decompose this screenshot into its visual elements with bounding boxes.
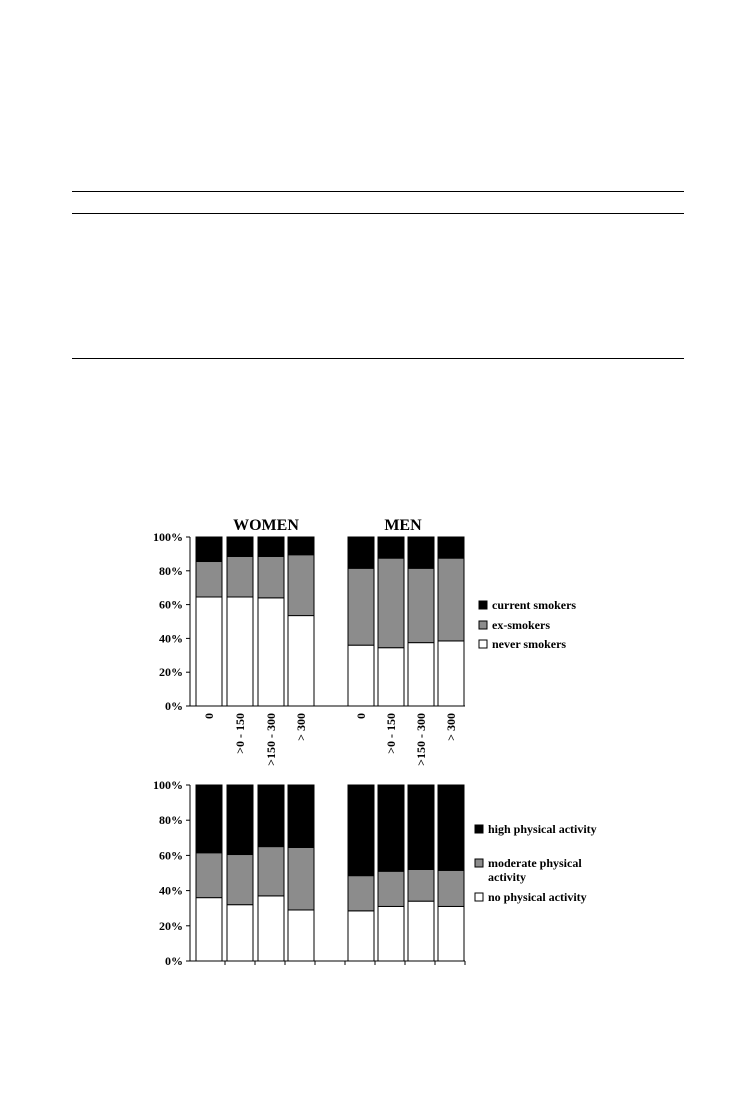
legend-label: ex-smokers <box>492 618 550 632</box>
y-tick-label: 20% <box>159 665 183 680</box>
legend-label: never smokers <box>492 637 567 651</box>
bar-0-2-2 <box>258 537 284 556</box>
legend-swatch-0-2 <box>479 640 487 648</box>
bar-0-6-1 <box>408 568 434 642</box>
bar-0-4-2 <box>348 537 374 568</box>
legend-label: moderate physical <box>488 856 582 870</box>
bar-1-6-1 <box>408 869 434 901</box>
group-label-men: MEN <box>384 517 422 534</box>
bar-0-1-0 <box>227 597 253 706</box>
bar-1-2-2 <box>258 785 284 847</box>
bar-1-3-2 <box>288 785 314 847</box>
legend-swatch-0-1 <box>479 621 487 629</box>
bar-1-7-2 <box>438 785 464 870</box>
bar-0-6-0 <box>408 643 434 706</box>
legend-swatch-1-0 <box>475 825 483 833</box>
bar-1-4-0 <box>348 911 374 961</box>
y-tick-label: 80% <box>159 813 183 828</box>
bar-0-6-2 <box>408 537 434 568</box>
y-tick-label: 20% <box>159 918 183 933</box>
y-tick-label: 40% <box>159 883 183 898</box>
y-tick-label: 0% <box>165 954 183 968</box>
bar-0-5-1 <box>378 558 404 648</box>
legend-swatch-1-1 <box>475 859 483 867</box>
y-tick-label: 0% <box>165 699 183 713</box>
bar-0-3-2 <box>288 537 314 555</box>
bar-0-0-2 <box>196 537 222 562</box>
y-tick-label: 80% <box>159 563 183 578</box>
bar-0-7-1 <box>438 558 464 641</box>
bar-0-7-2 <box>438 537 464 558</box>
x-category-label: >0 - 150 <box>233 713 247 754</box>
legend-label: high physical activity <box>488 822 597 836</box>
x-category-label: 0 <box>354 713 368 719</box>
bar-0-4-0 <box>348 645 374 706</box>
bar-0-3-0 <box>288 616 314 706</box>
bar-1-0-0 <box>196 898 222 961</box>
bar-0-4-1 <box>348 568 374 645</box>
x-category-label: >150 - 300 <box>264 713 278 766</box>
bar-1-6-2 <box>408 785 434 869</box>
bar-1-1-2 <box>227 785 253 855</box>
y-tick-label: 60% <box>159 597 183 612</box>
y-tick-label: 100% <box>153 530 183 544</box>
bar-0-2-1 <box>258 556 284 597</box>
bar-0-0-0 <box>196 597 222 706</box>
x-category-label: > 300 <box>444 713 458 741</box>
bar-0-3-1 <box>288 555 314 616</box>
bar-0-1-1 <box>227 556 253 597</box>
bar-1-0-2 <box>196 785 222 853</box>
x-category-label: > 300 <box>294 713 308 741</box>
bar-1-4-1 <box>348 876 374 911</box>
bar-1-1-0 <box>227 905 253 961</box>
bar-0-1-2 <box>227 537 253 556</box>
bar-1-2-1 <box>258 847 284 896</box>
x-category-label: 0 <box>202 713 216 719</box>
legend-swatch-0-0 <box>479 601 487 609</box>
bar-0-0-1 <box>196 562 222 597</box>
bar-1-0-1 <box>196 853 222 898</box>
y-tick-label: 60% <box>159 848 183 863</box>
y-tick-label: 40% <box>159 631 183 646</box>
bar-0-7-0 <box>438 641 464 706</box>
bar-0-2-0 <box>258 598 284 706</box>
legend-label: current smokers <box>492 598 577 612</box>
bar-1-5-0 <box>378 906 404 961</box>
legend-label: activity <box>488 870 526 884</box>
bar-1-4-2 <box>348 785 374 876</box>
bar-0-5-2 <box>378 537 404 558</box>
bar-0-5-0 <box>378 648 404 706</box>
bar-1-5-1 <box>378 871 404 906</box>
bar-1-1-1 <box>227 855 253 905</box>
bar-1-6-0 <box>408 901 434 961</box>
y-tick-label: 100% <box>153 778 183 792</box>
bar-1-3-0 <box>288 910 314 961</box>
bar-1-5-2 <box>378 785 404 871</box>
bar-1-3-1 <box>288 847 314 909</box>
bar-1-2-0 <box>258 896 284 961</box>
x-category-label: >0 - 150 <box>384 713 398 754</box>
bar-1-7-1 <box>438 870 464 906</box>
legend-swatch-1-2 <box>475 893 483 901</box>
legend-label: no physical activity <box>488 890 587 904</box>
x-category-label: >150 - 300 <box>414 713 428 766</box>
group-label-women: WOMEN <box>233 517 299 534</box>
bar-1-7-0 <box>438 906 464 961</box>
